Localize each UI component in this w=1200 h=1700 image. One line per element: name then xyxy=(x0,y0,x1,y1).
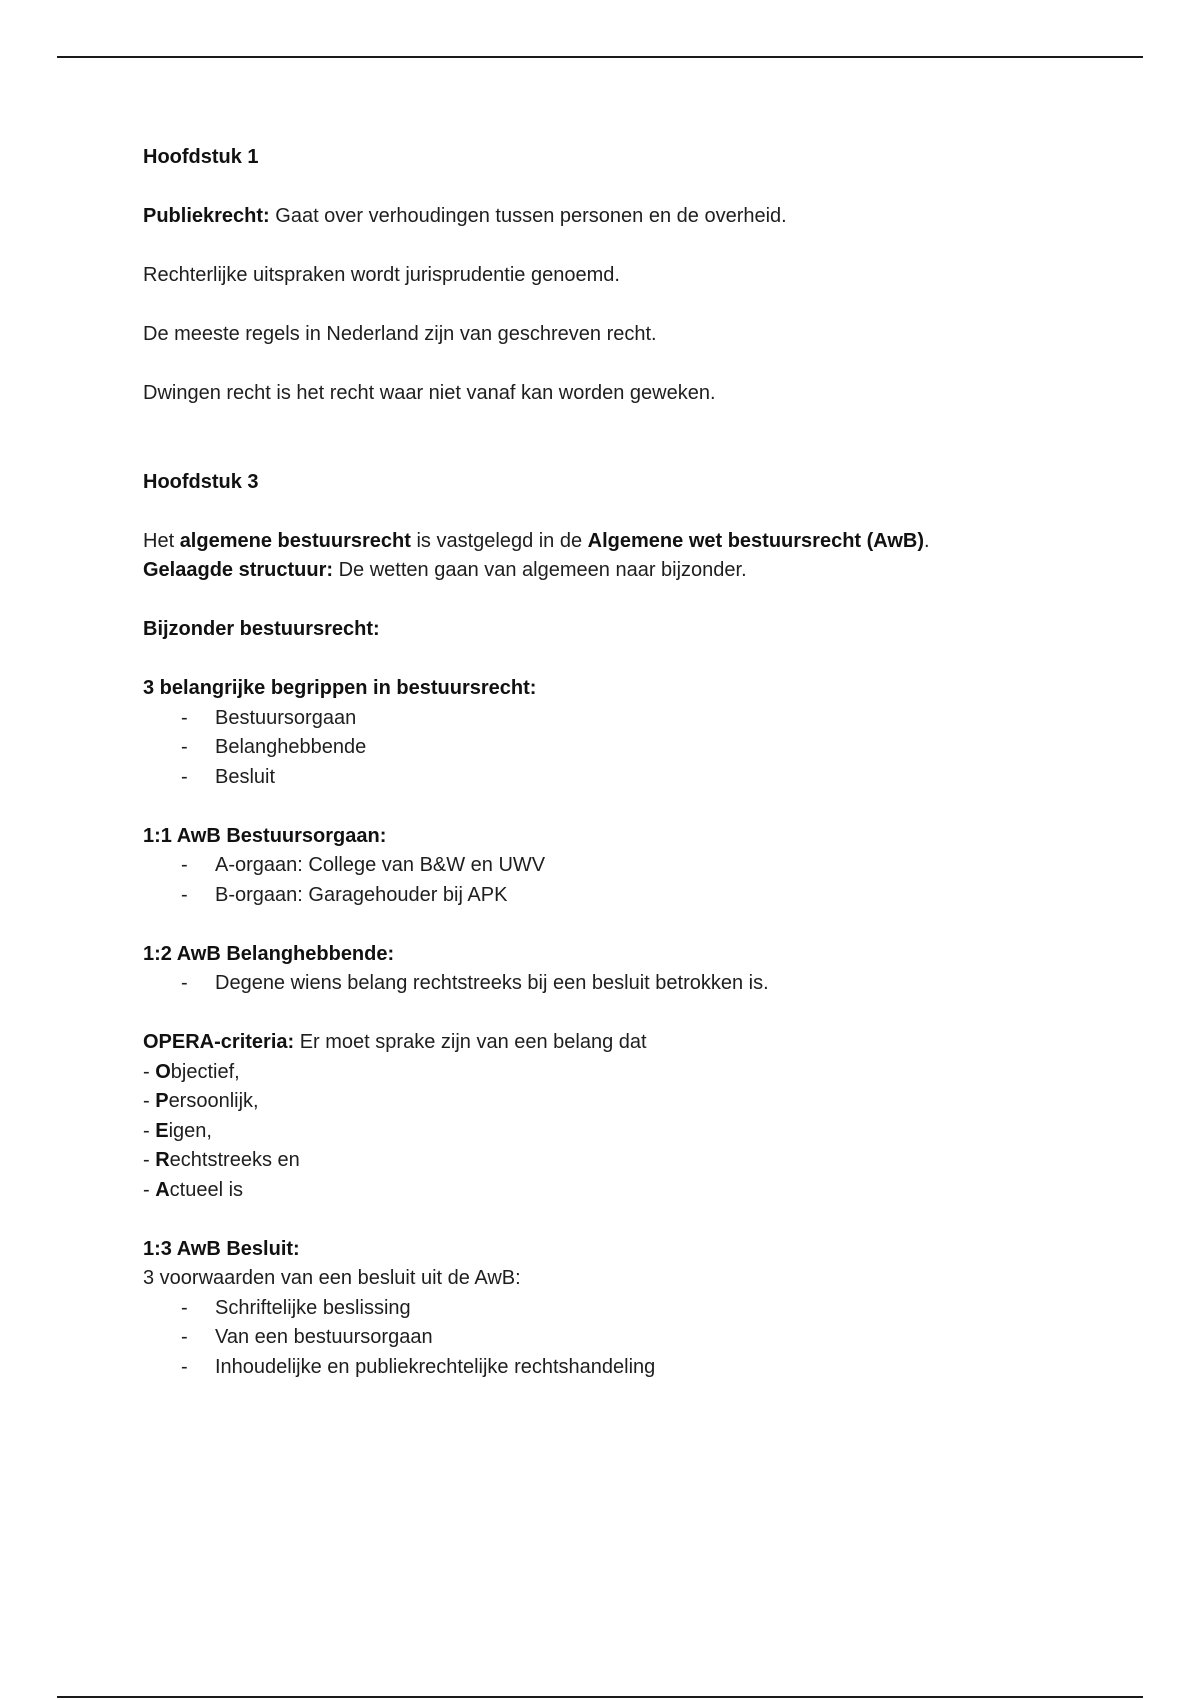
paragraph-algemeen-bestuursrecht: Het algemene bestuursrecht is vastgelegd in de Algemene wet bestuursrecht (AwB). xyxy=(143,529,930,552)
list-item: - B-orgaan: Garagehouder bij APK xyxy=(181,883,508,906)
list-item: - Degene wiens belang rechtstreeks bij een besluit betrokken is. xyxy=(181,972,769,994)
list-bestuursorgaan xyxy=(143,851,1103,910)
list-item: - Eigen, xyxy=(143,1119,212,1142)
list-item: - Inhoudelijke en publiekrechtelijke rechtshandeling xyxy=(181,1355,656,1378)
list-item: - Bestuursorgaan xyxy=(181,706,357,729)
list-item: - Schriftelijke beslissing xyxy=(181,1296,411,1319)
paragraph-dwingend-recht: Dwingen recht is het recht waar niet vanaf kan worden geweken. xyxy=(143,382,716,404)
heading-hoofdstuk-1: Hoofdstuk 1 xyxy=(143,146,259,168)
list-item: - Belanghebbende xyxy=(181,736,367,758)
term-opera-criteria: OPERA-criteria: xyxy=(143,1031,295,1053)
heading-bijzonder-bestuursrecht: Bijzonder bestuursrecht: xyxy=(143,618,380,640)
paragraph-jurisprudentie: Rechterlijke uitspraken wordt jurisprudentie genoemd. xyxy=(143,264,620,286)
list-voorwaarden xyxy=(143,1294,1103,1383)
list-item: - Rechtstreeks en xyxy=(143,1149,300,1171)
document-body xyxy=(143,143,1103,1382)
heading-awb-belanghebbende: 1:2 AwB Belanghebbende: xyxy=(143,942,395,965)
list-begrippen xyxy=(143,704,1103,793)
list-item: - A-orgaan: College van B&W en UWV xyxy=(181,854,546,876)
list-opera xyxy=(143,1058,1103,1206)
heading-awb-bestuursorgaan: 1:1 AwB Bestuursorgaan: xyxy=(143,824,387,847)
list-item: - Besluit xyxy=(181,765,276,788)
list-item: - Persoonlijk, xyxy=(143,1090,259,1112)
paragraph-gelaagde-structuur: Gelaagde structuur: De wetten gaan van algemeen naar bijzonder. xyxy=(143,559,747,581)
heading-awb-besluit: 1:3 AwB Besluit: xyxy=(143,1237,300,1260)
list-item: - Van een bestuursorgaan xyxy=(181,1326,433,1348)
footer-rule xyxy=(57,1696,1143,1698)
header-rule xyxy=(57,56,1143,58)
heading-begrippen: 3 belangrijke begrippen in bestuursrecht: xyxy=(143,677,537,699)
term-gelaagde-structuur: Gelaagde structuur: xyxy=(143,559,334,581)
paragraph-voorwaarden: 3 voorwaarden van een besluit uit de AwB: xyxy=(143,1267,521,1289)
list-item: - Objectief, xyxy=(143,1060,240,1083)
paragraph-publiekrecht: Publiekrecht: Gaat over verhoudingen tussen personen en de overheid. xyxy=(143,205,787,227)
list-item: - Actueel is xyxy=(143,1178,244,1201)
paragraph-opera-criteria: OPERA-criteria: Er moet sprake zijn van een belang dat xyxy=(143,1031,647,1053)
paragraph-geschreven-recht: De meeste regels in Nederland zijn van geschreven recht. xyxy=(143,323,657,345)
heading-hoofdstuk-3: Hoofdstuk 3 xyxy=(143,470,259,493)
term-publiekrecht: Publiekrecht: xyxy=(143,205,270,227)
list-belanghebbende xyxy=(143,969,1103,999)
